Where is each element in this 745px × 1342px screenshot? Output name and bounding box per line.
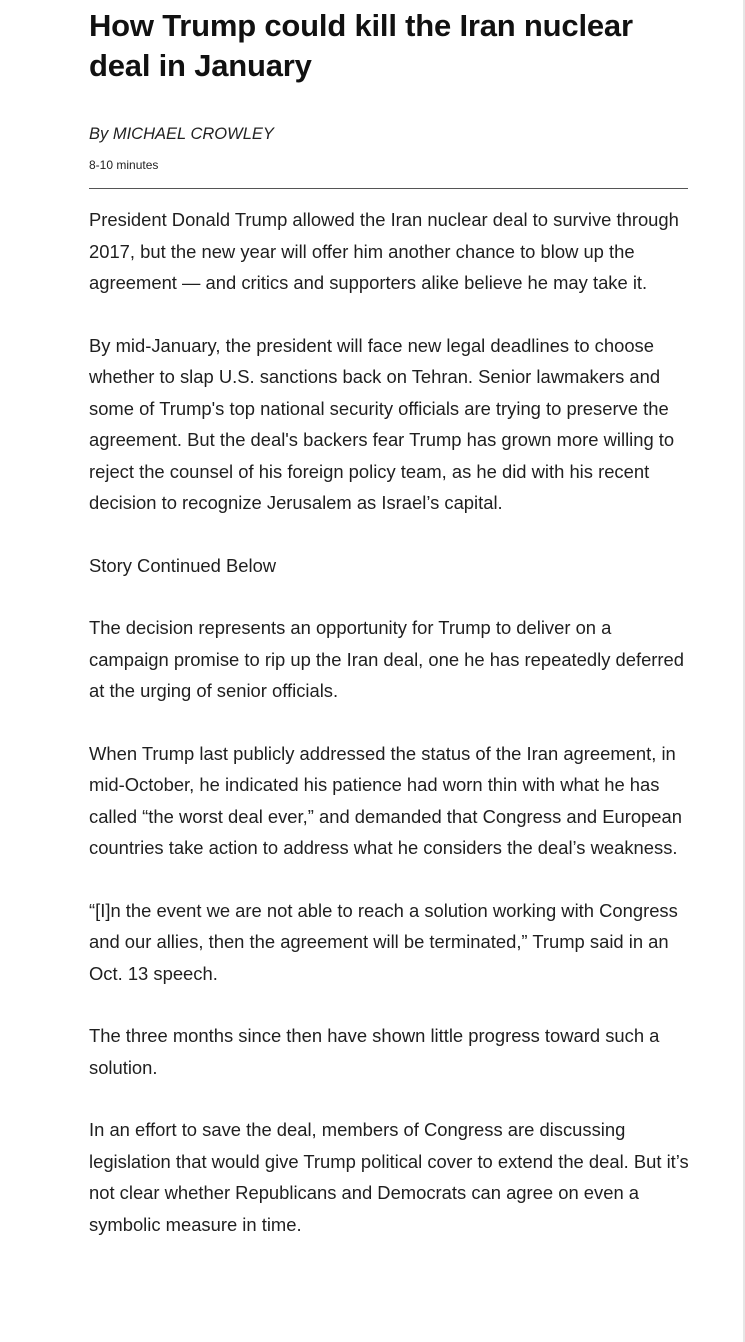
paragraph: When Trump last publicly addressed the status of the Iran agreement, in mid-October, he indicated his patience had worn thin with what he has called “the worst deal ever,” and demanded that Congress and European countries take action to address what he considers the deal’s weakness. — [89, 742, 682, 858]
paragraph: “[I]n the event we are not able to reach a solution working with Congress and our allies, then the agreement will be terminated,” Trump said in an Oct. 13 speech. — [89, 899, 678, 984]
article-headline: How Trump could kill the Iran nuclear deal in January — [89, 8, 633, 83]
header-divider — [89, 188, 688, 189]
article — [89, 0, 689, 1271]
article-body — [89, 204, 689, 1240]
paragraph: The three months since then have shown little progress toward such a solution. — [89, 1025, 660, 1078]
paragraph: By mid-January, the president will face new legal deadlines to choose whether to slap U.S. sanctions back on Tehran. Senior lawmakers and some of Trump's top national security officials are trying to preserve the agreement. But the deal's backers fear Trump has grown more willing to reject the counsel of his foreign policy team, as he did with his recent decision to recognize Jerusalem as Israel’s capital. — [89, 334, 675, 513]
paragraph: In an effort to save the deal, members of Congress are discussing legislation that would give Trump political cover to extend the deal. But it’s not clear whether Republicans and Democrats can agree on even a symbolic measure in time. — [89, 1119, 689, 1235]
paragraph: President Donald Trump allowed the Iran nuclear deal to survive through 2017, but the new year will offer him another chance to blow up the agreement — and critics and supporters alike believe he may take it. — [89, 209, 679, 293]
article-byline: By MICHAEL CROWLEY — [89, 125, 274, 143]
read-time: 8-10 minutes — [89, 158, 159, 172]
story-continued-label: Story Continued Below — [89, 554, 277, 576]
paragraph: The decision represents an opportunity for Trump to deliver on a campaign promise to rip up the Iran deal, one he has repeatedly deferred at the urging of senior officials. — [89, 617, 685, 701]
